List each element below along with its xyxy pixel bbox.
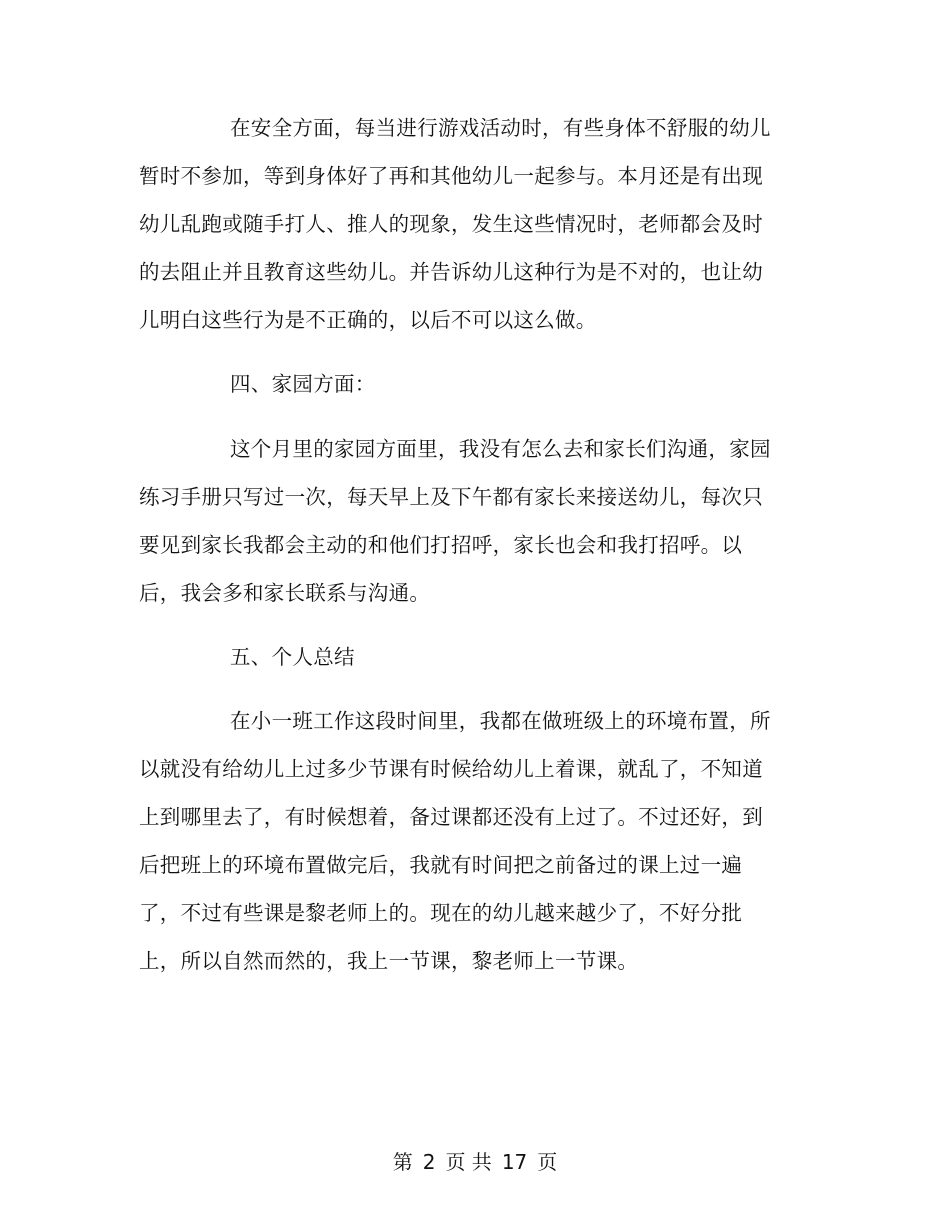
total-pages-number: 17	[501, 1150, 528, 1174]
current-page-number: 2	[422, 1150, 436, 1174]
paragraph-line: 上到哪里去了，有时候想着，备过课都还没有上过了。不过还好，到	[139, 805, 763, 829]
paragraph-line: 以就没有给幼儿上过多少节课有时候给幼儿上着课，就乱了，不知道	[139, 757, 763, 781]
paragraph-line: 儿明白这些行为是不正确的，以后不可以这么做。	[139, 308, 597, 332]
paragraph-line: 在安全方面，每当进行游戏活动时，有些身体不舒服的幼儿	[230, 116, 771, 140]
paragraph-line: 了，不过有些课是黎老师上的。现在的幼儿越来越少了，不好分批	[139, 901, 743, 925]
paragraph-line: 上，所以自然而然的，我上一节课，黎老师上一节课。	[139, 949, 639, 973]
paragraph-line: 后，我会多和家长联系与沟通。	[139, 581, 431, 605]
section-heading: 四、家园方面：	[230, 372, 376, 396]
paragraph-line: 幼儿乱跑或随手打人、推人的现象，发生这些情况时，老师都会及时	[139, 212, 763, 236]
paragraph-line: 后把班上的环境布置做完后，我就有时间把之前备过的课上过一遍	[139, 853, 743, 877]
paragraph-line: 要见到家长我都会主动的和他们打招呼，家长也会和我打招呼。以	[139, 533, 743, 557]
paragraph-line: 暂时不参加，等到身体好了再和其他幼儿一起参与。本月还是有出现	[139, 164, 763, 188]
footer-prefix: 第	[392, 1150, 413, 1174]
paragraph-line: 的去阻止并且教育这些幼儿。并告诉幼儿这种行为是不对的，也让幼	[139, 260, 763, 284]
paragraph-line: 这个月里的家园方面里，我没有怎么去和家长们沟通，家园	[230, 437, 771, 461]
paragraph-line: 在小一班工作这段时间里，我都在做班级上的环境布置，所	[230, 709, 771, 733]
section-heading: 五、个人总结	[230, 645, 355, 669]
footer-middle: 页 共	[445, 1150, 492, 1174]
paragraph-line: 练习手册只写过一次，每天早上及下午都有家长来接送幼儿，每次只	[139, 485, 763, 509]
page-footer	[0, 1150, 950, 1174]
footer-suffix: 页	[537, 1150, 558, 1174]
